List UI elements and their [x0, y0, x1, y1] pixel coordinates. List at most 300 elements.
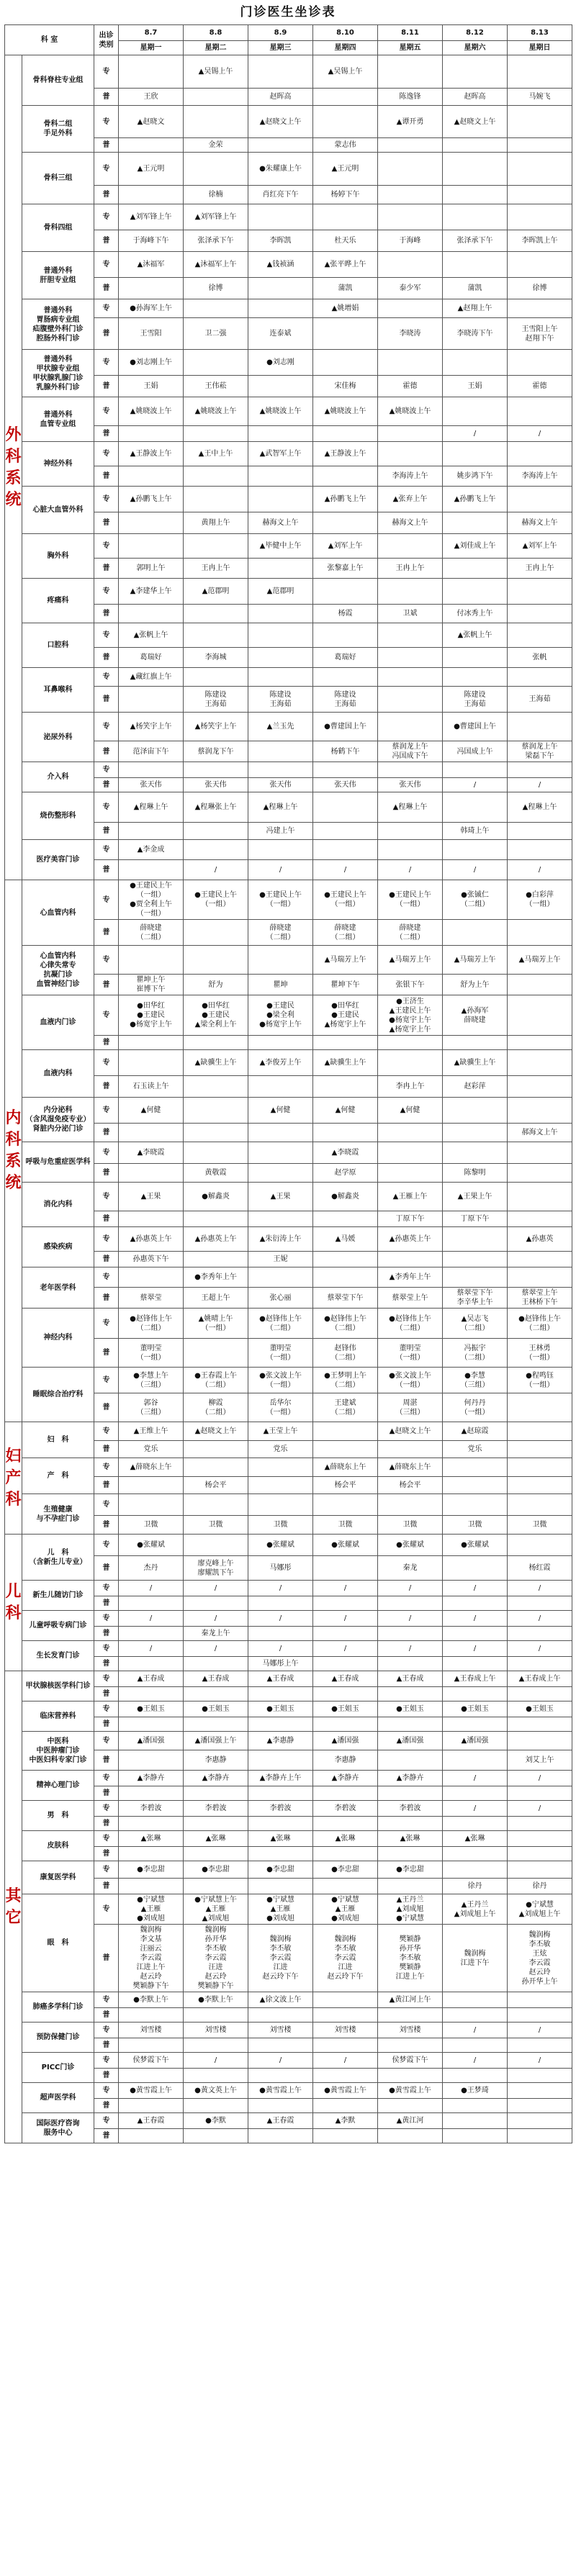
schedule-cell [508, 579, 572, 605]
schedule-cell: ▲张琳 [313, 1831, 378, 1847]
type-expert: 专 [94, 1671, 119, 1687]
schedule-cell: 蔡润龙上午 梁磊下午 [508, 741, 572, 762]
department-name: 康复医学科 [22, 1861, 94, 1894]
schedule-cell [248, 741, 313, 762]
section-label-char: 儿 [5, 1582, 22, 1601]
schedule-cell [184, 1076, 248, 1098]
schedule-cell [248, 2129, 313, 2143]
schedule-cell: ▲薛晓东上午 [119, 1458, 184, 1477]
type-expert: 专 [94, 713, 119, 741]
schedule-cell: 李晖凯 [248, 230, 313, 252]
schedule-cell [378, 138, 443, 153]
schedule-cell: ●白彩萍 （一组） [508, 880, 572, 920]
schedule-cell [508, 1211, 572, 1227]
date-header: 8.11 [378, 25, 443, 41]
type-expert: 专 [94, 1535, 119, 1556]
type-expert: 专 [94, 762, 119, 778]
table-row [5, 1494, 572, 1516]
schedule-cell: ●李忠甜 [184, 1861, 248, 1879]
schedule-cell: 董明莹 （一组） [248, 1339, 313, 1368]
schedule-cell: / [378, 1581, 443, 1596]
schedule-cell: 陈建设 王海茹 [443, 687, 508, 713]
section-label-char: 科 [5, 1131, 22, 1149]
schedule-cell [248, 2008, 313, 2023]
schedule-cell [184, 1786, 248, 1801]
weekday-header: 星期三 [248, 41, 313, 55]
schedule-cell [508, 186, 572, 204]
table-row [5, 668, 572, 687]
date-header: 8.9 [248, 25, 313, 41]
schedule-cell: 李晓涛 [378, 318, 443, 350]
schedule-cell: ▲王中上午 [184, 442, 248, 466]
type-expert: 专 [94, 55, 119, 89]
schedule-cell [248, 2069, 313, 2083]
schedule-cell [508, 1786, 572, 1801]
schedule-cell [378, 2099, 443, 2113]
type-expert: 专 [94, 153, 119, 186]
schedule-cell: ▲王春成 [248, 1671, 313, 1687]
schedule-cell [313, 2129, 378, 2143]
schedule-cell: ●黄雪霞上午 [119, 2083, 184, 2099]
schedule-cell: ▲姚晓波上午 [119, 397, 184, 426]
table-row [5, 1368, 572, 1393]
department-name: 甲状腺核医学科门诊 [22, 1671, 94, 1701]
schedule-cell [313, 106, 378, 138]
type-general: 普 [94, 186, 119, 204]
schedule-cell: 王娟 [119, 376, 184, 397]
schedule-cell [184, 1339, 248, 1368]
schedule-cell: ▲张帆上午 [443, 623, 508, 648]
schedule-cell: ▲张弃上午 [378, 487, 443, 512]
schedule-cell: 金荣 [184, 138, 248, 153]
schedule-cell [443, 1494, 508, 1516]
schedule-cell: ▲李默 [313, 2113, 378, 2129]
department-name: 心脏大血管外科 [22, 487, 94, 534]
type-expert: 专 [94, 668, 119, 687]
schedule-cell [443, 648, 508, 668]
type-expert: 专 [94, 1641, 119, 1657]
schedule-cell: 陈建设 王海茹 [248, 687, 313, 713]
type-general: 普 [94, 138, 119, 153]
schedule-cell: ●王姐玉 [184, 1701, 248, 1717]
schedule-cell [508, 1164, 572, 1183]
schedule-cell [248, 1687, 313, 1701]
schedule-cell [313, 1817, 378, 1831]
schedule-cell [184, 1596, 248, 1611]
schedule-cell: ●李默上午 [119, 1992, 184, 2008]
dept-header: 科 室 [5, 25, 94, 55]
schedule-cell: 秦龙 [378, 1556, 443, 1581]
schedule-cell: 蔡翠莹上午 王林桥下午 [508, 1288, 572, 1309]
type-general: 普 [94, 1164, 119, 1183]
schedule-cell: ▲沐福军上午 [184, 252, 248, 278]
schedule-cell [184, 920, 248, 946]
schedule-cell [443, 920, 508, 946]
table-row [5, 1458, 572, 1477]
department-name: 皮肤科 [22, 1831, 94, 1861]
schedule-cell: ▲李晓霞 [313, 1142, 378, 1164]
schedule-cell [248, 2099, 313, 2113]
section-label [5, 1671, 22, 2143]
schedule-cell [248, 1458, 313, 1477]
schedule-cell [119, 1657, 184, 1671]
department-name: 生长发育门诊 [22, 1641, 94, 1671]
schedule-cell [119, 1477, 184, 1494]
schedule-cell [378, 1050, 443, 1076]
schedule-cell [443, 1142, 508, 1164]
schedule-cell: 张心丽 [248, 1288, 313, 1309]
schedule-cell [443, 1596, 508, 1611]
schedule-cell: 廖克峰上午 廖耀凯下午 [184, 1556, 248, 1581]
schedule-cell [508, 1732, 572, 1750]
schedule-cell [378, 299, 443, 318]
schedule-cell [443, 1861, 508, 1879]
schedule-cell: ▲沐福军 [119, 252, 184, 278]
type-general: 普 [94, 1288, 119, 1309]
schedule-cell [248, 1817, 313, 1831]
department-name: 儿 科 （含新生儿专业） [22, 1535, 94, 1581]
table-row [5, 1309, 572, 1339]
department-name: 心血管内科 [22, 880, 94, 946]
schedule-cell: 柳霞 （二组） [184, 1393, 248, 1422]
type-general: 普 [94, 605, 119, 623]
table-row [5, 1831, 572, 1847]
schedule-cell: 丁原下午 [378, 1211, 443, 1227]
type-general: 普 [94, 376, 119, 397]
department-name: 中医科 中医肿瘤门诊 中医妇科专家门诊 [22, 1732, 94, 1771]
schedule-cell [378, 1142, 443, 1164]
department-name: 血液内门诊 [22, 995, 94, 1050]
schedule-cell: ▲兰玉先 [248, 713, 313, 741]
schedule-cell: 于海峰 [378, 230, 443, 252]
section-label [5, 1422, 22, 1535]
schedule-cell [508, 1861, 572, 1879]
schedule-cell: / [508, 860, 572, 880]
schedule-cell: / [119, 1581, 184, 1596]
schedule-cell [378, 823, 443, 840]
schedule-cell [378, 687, 443, 713]
schedule-cell [443, 397, 508, 426]
schedule-cell [378, 1596, 443, 1611]
section-label-chars [6, 425, 20, 511]
schedule-cell: 卫微 [119, 1516, 184, 1535]
table-row [5, 2053, 572, 2069]
schedule-cell: ▲马瑞芳上午 [443, 946, 508, 975]
schedule-cell: / [443, 778, 508, 792]
schedule-cell: ▲王春成 [119, 1671, 184, 1687]
schedule-cell [248, 138, 313, 153]
schedule-cell [508, 487, 572, 512]
schedule-cell: 魏润梅 孙开华 李丕敏 李云霞 汪进 赵云玲 樊颖静下午 [184, 1925, 248, 1992]
schedule-cell: ▲王果 [248, 1183, 313, 1211]
schedule-cell: ●李忠甜 [378, 1861, 443, 1879]
schedule-cell [184, 1817, 248, 1831]
schedule-cell: ▲王果 [119, 1183, 184, 1211]
type-general: 普 [94, 648, 119, 668]
schedule-cell: ▲毕健中上午 [248, 534, 313, 559]
schedule-cell: ▲孙鹏飞上午 [313, 487, 378, 512]
department-name: 感染疾病 [22, 1227, 94, 1267]
schedule-cell: 秦龙上午 [184, 1627, 248, 1641]
schedule-cell [119, 2129, 184, 2143]
schedule-cell: ▲孙海军 薛晓建 [443, 995, 508, 1036]
schedule-cell: 张黎嘉上午 [313, 559, 378, 579]
schedule-cell: 杜天乐 [313, 230, 378, 252]
type-expert: 专 [94, 880, 119, 920]
schedule-cell [184, 668, 248, 687]
schedule-cell [119, 186, 184, 204]
schedule-cell: ▲张琳 [184, 1831, 248, 1847]
type-general: 普 [94, 741, 119, 762]
schedule-cell: ●王姐玉 [508, 1701, 572, 1717]
schedule-cell: ●王建民上午 （一组） [184, 880, 248, 920]
type-general: 普 [94, 1786, 119, 1801]
type-expert: 专 [94, 623, 119, 648]
department-name: 国际医疗咨询 服务中心 [22, 2113, 94, 2143]
schedule-cell [119, 1847, 184, 1861]
schedule-cell: ▲王春霞 [119, 2113, 184, 2129]
schedule-cell [508, 1422, 572, 1441]
schedule-cell [378, 2129, 443, 2143]
section-label-char: 产 [5, 1468, 22, 1487]
type-expert: 专 [94, 1801, 119, 1817]
schedule-cell: 何丹丹 （一组） [443, 1393, 508, 1422]
type-expert: 专 [94, 1142, 119, 1164]
schedule-cell: ●王建民上午 （一组） [378, 880, 443, 920]
schedule-cell: / [248, 860, 313, 880]
schedule-cell [443, 579, 508, 605]
schedule-cell [248, 2038, 313, 2053]
schedule-cell [508, 2038, 572, 2053]
schedule-cell: ▲何健 [378, 1098, 443, 1124]
department-name: 儿童呼吸专病门诊 [22, 1611, 94, 1641]
schedule-cell [443, 1227, 508, 1252]
schedule-cell: ●王建民上午 （一组） ●贾全利上午 （一组） [119, 880, 184, 920]
schedule-cell: / [378, 860, 443, 880]
table-row [5, 442, 572, 466]
schedule-cell: ●王姐玉 [248, 1701, 313, 1717]
table-row [5, 534, 572, 559]
table-row [5, 713, 572, 741]
schedule-cell: ●宁斌慧 ▲王雁 ●刘成旭 [313, 1894, 378, 1925]
department-name: 疼痛科 [22, 579, 94, 623]
type-general: 普 [94, 1124, 119, 1142]
schedule-cell: ●李忠甜 [119, 1861, 184, 1879]
schedule-cell: ●王济生 ▲王建民上午 ●杨宽宇上午 ▲杨宽宇上午 [378, 995, 443, 1036]
type-general: 普 [94, 860, 119, 880]
schedule-cell: ▲张琳 [378, 1831, 443, 1847]
schedule-cell: 王娟 [443, 376, 508, 397]
schedule-cell: 李碧波 [378, 1801, 443, 1817]
schedule-cell [378, 2069, 443, 2083]
schedule-cell [508, 1098, 572, 1124]
schedule-cell: / [508, 1771, 572, 1786]
schedule-cell [184, 89, 248, 106]
type-general: 普 [94, 230, 119, 252]
schedule-cell: ▲张琳 [119, 1831, 184, 1847]
schedule-cell: 瞿坤下午 [313, 975, 378, 995]
schedule-cell [248, 1596, 313, 1611]
table-row [5, 1535, 572, 1556]
department-name: 胸外科 [22, 534, 94, 579]
schedule-cell [508, 605, 572, 623]
schedule-cell [119, 687, 184, 713]
schedule-cell [248, 487, 313, 512]
schedule-cell [248, 1494, 313, 1516]
schedule-cell: 刘艾上午 [508, 1750, 572, 1771]
schedule-cell: 李晖凯上午 [508, 230, 572, 252]
schedule-cell: 陈黎明 [443, 1164, 508, 1183]
department-name: 医疗美容门诊 [22, 840, 94, 880]
schedule-cell [508, 762, 572, 778]
schedule-cell: 陈建设 王海茹 [184, 687, 248, 713]
schedule-cell [443, 2069, 508, 2083]
schedule-cell: ▲徐文波上午 [248, 1992, 313, 2008]
date-header: 8.10 [313, 25, 378, 41]
schedule-cell: 王欣 [119, 89, 184, 106]
schedule-cell: / [508, 2053, 572, 2069]
schedule-cell [378, 2038, 443, 2053]
schedule-cell: 杰丹 [119, 1556, 184, 1581]
schedule-cell [378, 186, 443, 204]
schedule-cell [313, 1076, 378, 1098]
schedule-cell [119, 1036, 184, 1050]
schedule-cell [313, 823, 378, 840]
table-row [5, 2023, 572, 2038]
schedule-cell: ●张铖仁 （二组） [443, 880, 508, 920]
schedule-cell [378, 762, 443, 778]
schedule-cell: 杨鹤下午 [313, 741, 378, 762]
schedule-cell: ●宁斌慧 ▲王雁 ●刘成旭 [248, 1894, 313, 1925]
type-general: 普 [94, 318, 119, 350]
schedule-cell [443, 1458, 508, 1477]
schedule-cell: ▲杨笑宇上午 [184, 713, 248, 741]
department-name: PICC门诊 [22, 2053, 94, 2083]
schedule-cell: 赵彩萍 [443, 1076, 508, 1098]
schedule-cell: ▲王莹上午 [248, 1422, 313, 1441]
schedule-cell [508, 623, 572, 648]
type-expert: 专 [94, 1831, 119, 1847]
type-general: 普 [94, 2069, 119, 2083]
schedule-cell: / [184, 860, 248, 880]
schedule-cell [248, 1267, 313, 1288]
schedule-cell [184, 534, 248, 559]
schedule-cell: 周湛 （三组） [378, 1393, 443, 1422]
schedule-cell: 杨红霞 [508, 1556, 572, 1581]
schedule-cell [184, 426, 248, 442]
schedule-cell: ●赵锋伟上午 （二组） [313, 1309, 378, 1339]
schedule-cell [378, 840, 443, 860]
schedule-cell: ▲藏红旗上午 [119, 668, 184, 687]
schedule-cell [378, 1494, 443, 1516]
weekday-header: 星期日 [508, 41, 572, 55]
department-name: 骨科四组 [22, 204, 94, 252]
table-row [5, 1422, 572, 1441]
schedule-cell: / [443, 426, 508, 442]
schedule-cell [184, 153, 248, 186]
schedule-cell: 舒为上午 [443, 975, 508, 995]
weekday-header: 星期五 [378, 41, 443, 55]
table-row [5, 1050, 572, 1076]
schedule-cell: 连泰斌 [248, 318, 313, 350]
schedule-cell: ▲王果上午 [443, 1183, 508, 1211]
schedule-cell [508, 823, 572, 840]
schedule-cell [508, 1831, 572, 1847]
type-general: 普 [94, 823, 119, 840]
type-expert: 专 [94, 1309, 119, 1339]
schedule-cell [313, 1992, 378, 2008]
schedule-cell: 樊颖静 孙开华 李丕敏 樊颖静 江进上午 [378, 1925, 443, 1992]
schedule-cell [378, 534, 443, 559]
type-general: 普 [94, 1076, 119, 1098]
schedule-cell: 杨会平 [313, 1477, 378, 1494]
department-name: 普通外科 血管专业组 [22, 397, 94, 442]
schedule-cell: ●王春霞上午 （二组） [184, 1368, 248, 1393]
schedule-cell [378, 1717, 443, 1732]
type-expert: 专 [94, 995, 119, 1036]
schedule-cell: ●张文波上午 （一组） [248, 1368, 313, 1393]
schedule-cell: ▲张琳 [443, 1831, 508, 1847]
schedule-cell [248, 1750, 313, 1771]
type-expert: 专 [94, 1267, 119, 1288]
schedule-cell: 赵锋伟 （二组） [313, 1339, 378, 1368]
department-name: 耳鼻喉科 [22, 668, 94, 713]
department-name: 预防保健门诊 [22, 2023, 94, 2053]
schedule-cell: ●李默上午 [184, 1992, 248, 2008]
type-general: 普 [94, 1339, 119, 1368]
schedule-cell: ▲何健 [248, 1098, 313, 1124]
schedule-cell: 李碧波 [119, 1801, 184, 1817]
department-name: 骨科三组 [22, 153, 94, 204]
schedule-cell [184, 2129, 248, 2143]
schedule-cell: 徐楠 [184, 186, 248, 204]
schedule-cell: 李碧波 [184, 1801, 248, 1817]
schedule-cell [378, 153, 443, 186]
schedule-cell [508, 2113, 572, 2129]
schedule-cell [508, 2083, 572, 2099]
schedule-cell [378, 579, 443, 605]
type-general: 普 [94, 778, 119, 792]
schedule-cell [443, 792, 508, 823]
type-general: 普 [94, 687, 119, 713]
department-name: 骨科脊柱专业组 [22, 55, 94, 106]
schedule-cell [119, 55, 184, 89]
section-label-chars [6, 1581, 20, 1624]
section-label-char: 它 [5, 1908, 22, 1927]
schedule-cell: 董明莹 （一组） [378, 1339, 443, 1368]
department-name: 老年医学科 [22, 1267, 94, 1309]
schedule-cell [248, 204, 313, 230]
schedule-cell [443, 1817, 508, 1831]
schedule-cell: ▲程琳张上午 [184, 792, 248, 823]
section-label-char: 科 [5, 1604, 22, 1622]
section-label-char: 外 [5, 425, 22, 444]
table-row [5, 1671, 572, 1687]
schedule-cell: 王建斌 （二组） [313, 1393, 378, 1422]
schedule-cell: 张泽承下午 [443, 230, 508, 252]
schedule-cell [119, 860, 184, 880]
schedule-cell [508, 350, 572, 376]
schedule-cell [508, 1992, 572, 2008]
schedule-cell [508, 299, 572, 318]
schedule-cell: ▲程琳上午 [119, 792, 184, 823]
table-row [5, 2113, 572, 2129]
schedule-cell [184, 1535, 248, 1556]
schedule-cell [248, 1847, 313, 1861]
schedule-cell [313, 512, 378, 534]
schedule-cell [184, 466, 248, 487]
schedule-cell: / [313, 1641, 378, 1657]
